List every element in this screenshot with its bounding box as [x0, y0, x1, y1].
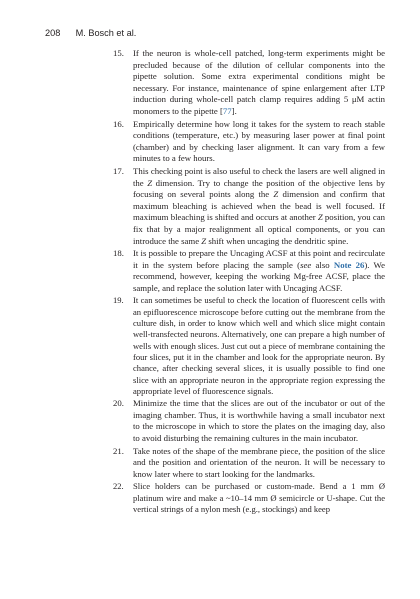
see-italic: see — [300, 259, 312, 270]
note-26-link[interactable]: Note 26 — [333, 259, 365, 270]
note-19 — [115, 295, 385, 397]
note-text: position, you can fix that by a major realignment all optical components, or you can introduce the same — [133, 212, 385, 246]
note-text: Slice holders can be purchased or custom-made. Bend a 1 mm Ø platinum wire and make a ~10–14 mm Ø semicircle or U-shape. Cut the vertical strings of a nylon mesh (e.g., stockings) and keep — [133, 481, 385, 515]
notes-list — [115, 48, 385, 517]
note-16 — [115, 119, 385, 165]
running-head-authors: M. Bosch et al. — [75, 28, 137, 38]
note-text-end: ]. — [231, 105, 237, 116]
note-number: 18. — [113, 248, 124, 259]
z-italic: Z — [317, 212, 323, 223]
note-number: 21. — [113, 445, 124, 456]
note-number: 22. — [113, 481, 124, 492]
note-number: 20. — [113, 398, 124, 409]
note-17 — [115, 166, 385, 247]
note-text: It can sometimes be useful to check the location of fluorescent cells with an epifluorescence microscope before cutting out the membrane from the culture dish, in order to know which well and which slice might contain well-transfected neurons. Alternatively, one can prepare a high number of wells with enough slices. Just cut out a piece of membrane containing the four slices, put it in the chamber and look for the appropriate neuron. By chance, after checking several slices, it is usually possible to find one slice with an appropriate neuron in the appropriate region expressing the appropriate level of fluorescence signals. — [133, 295, 385, 396]
note-text: If the neuron is whole-cell patched, long-term experiments might be precluded because of the dilution of cellular components into the pipette solution. Some extra experimental conditions might be necessary. For instance, maintenance of spine enlargement after LTP induction during whole-cell patch clamp requires adding 5 μM actin monomers to the pipette [ — [133, 48, 385, 116]
note-21 — [115, 446, 385, 481]
note-text: Empirically determine how long it takes for the system to reach stable conditions (temperature, etc.) by measuring laser power at final point (chamber) and by checking laser alignment. It can vary from a few minutes to a few hours. — [133, 118, 385, 164]
note-number: 17. — [113, 165, 124, 176]
note-number: 19. — [113, 295, 124, 306]
running-head — [45, 28, 136, 38]
z-italic: Z — [273, 189, 279, 200]
note-text: dimension and confirm that maximum bleaching is achieved when the bead is well focused. If maximum bleaching is shifted and occurs at another — [133, 189, 385, 223]
note-text: shift when uncaging the dendritic spine. — [206, 235, 349, 246]
note-text: Take notes of the shape of the membrane piece, the position of the slice and the position and orientation of the neuron. It will be necessary to know later where to start looking for the landmarks. — [133, 445, 385, 479]
note-text: ). We recommend, however, keeping the working Mg-free ACSF, place the sample, and replace the solution later with Uncaging ACSF. — [133, 259, 385, 293]
z-italic: Z — [201, 235, 207, 246]
note-text: also — [311, 259, 334, 270]
citation-link-77[interactable]: 77 — [222, 105, 232, 116]
note-text: Minimize the time that the slices are out of the incubator or out of the imaging chamber. Thus, it is worthwhile having a small incubator next to the microscope in which to store the plates on the imaging day, also to avoid disturbing the remaining cultures in the main incubator. — [133, 398, 385, 443]
note-number: 16. — [113, 118, 124, 129]
note-text: This checking point is also useful to check the lasers are well aligned in the — [133, 165, 385, 188]
page-number: 208 — [45, 28, 61, 38]
z-italic: Z — [147, 177, 153, 188]
note-18 — [115, 248, 385, 294]
note-15 — [115, 48, 385, 118]
note-number: 15. — [113, 48, 124, 58]
note-20 — [115, 398, 385, 444]
note-22 — [115, 481, 385, 515]
note-text: dimension. Try to change the position of the objective lens by focusing on several points along the — [133, 177, 385, 200]
note-text: It is possible to prepare the Uncaging ACSF at this point and recirculate it in the system before placing the sample ( — [133, 248, 385, 270]
